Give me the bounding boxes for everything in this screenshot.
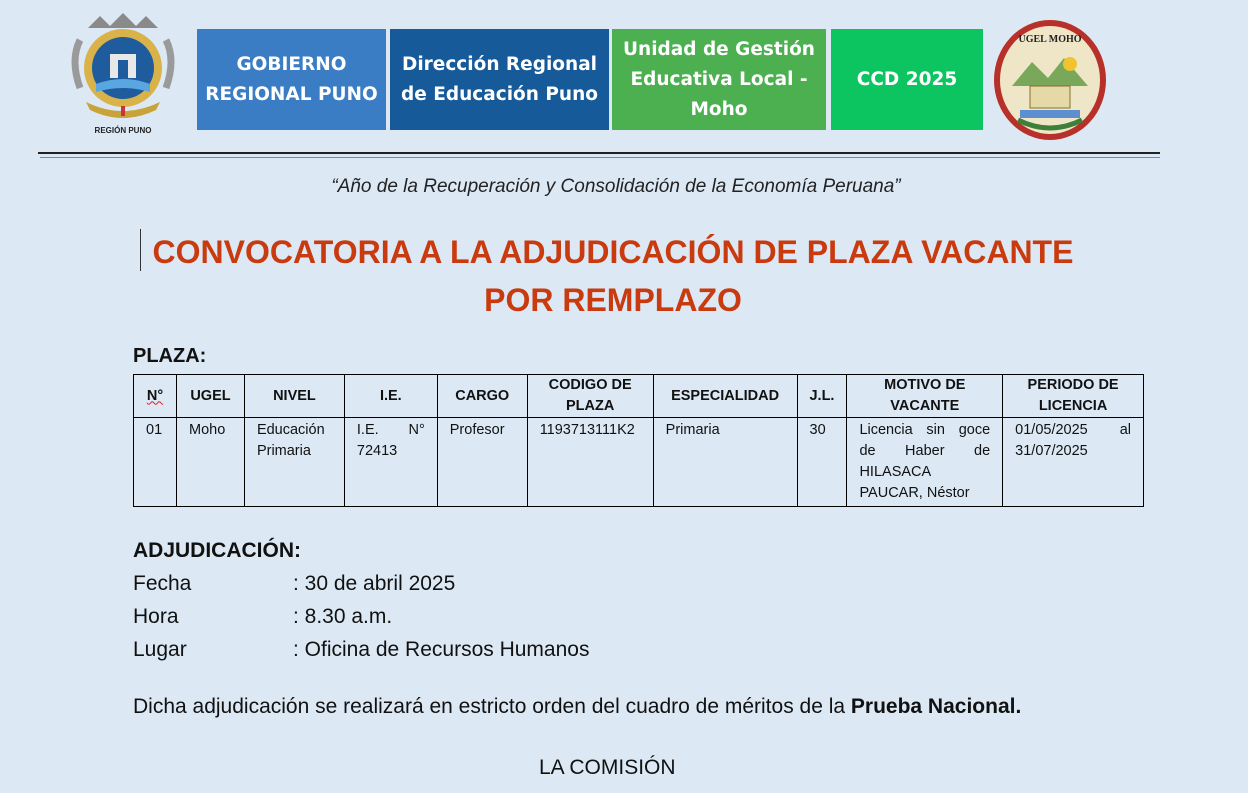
- plaza-table: [133, 374, 1144, 507]
- cell-ie: I.E. N° 72413: [344, 418, 437, 507]
- header-rule-thin: [40, 157, 1160, 158]
- cell-motivo: Licencia sin goce de Haber de HILASACA PAUCAR, Néstor: [847, 418, 1003, 507]
- lugar-value: : Oficina de Recursos Humanos: [293, 638, 590, 661]
- header-box-gobierno-regional: GOBIERNO REGIONAL PUNO: [197, 29, 386, 130]
- header-box-ugel: Unidad de Gestión Educativa Local - Moho: [612, 29, 826, 130]
- table-header-row: [134, 375, 1144, 418]
- cell-num: 01: [134, 418, 177, 507]
- cell-periodo: 01/05/2025 al 31/07/2025: [1003, 418, 1144, 507]
- paragraph-bold: Prueba Nacional.: [850, 695, 1022, 718]
- header-periodo: PERIODO DE LICENCIA: [1003, 375, 1144, 418]
- header-ie: I.E.: [344, 375, 437, 418]
- header-jl: J.L.: [797, 375, 847, 418]
- logo-left-caption: REGIÓN PUNO: [94, 126, 152, 135]
- fecha-value: : 30 de abril 2025: [293, 572, 456, 595]
- hora-value: : 8.30 a.m.: [293, 605, 393, 628]
- header-motivo: MOTIVO DE VACANTE: [847, 375, 1003, 418]
- ugel-moho-logo: [990, 18, 1110, 144]
- cell-codigo: 1193713111K2: [527, 418, 653, 507]
- header-num: N°: [134, 375, 177, 418]
- logo-right-caption: UGEL MOHO: [1018, 34, 1082, 45]
- closing-paragraph: [133, 690, 1095, 723]
- signature: LA COMISIÓN: [539, 756, 676, 779]
- cell-nivel: Educación Primaria: [244, 418, 344, 507]
- year-motto: “Año de la Recuperación y Consolidación de la Economía Peruana”: [331, 176, 901, 197]
- cell-cargo: Profesor: [437, 418, 527, 507]
- hora-label: Hora: [133, 605, 179, 628]
- header-codigo: CODIGO DE PLAZA: [527, 375, 653, 418]
- cell-especialidad: Primaria: [653, 418, 797, 507]
- plaza-label: PLAZA:: [133, 345, 207, 367]
- adjudicacion-title: ADJUDICACIÓN:: [133, 539, 301, 562]
- document-title: CONVOCATORIA A LA ADJUDICACIÓN DE PLAZA VACANTE POR REMPLAZO: [152, 234, 1074, 318]
- header-nivel: NIVEL: [244, 375, 344, 418]
- header-especialidad: ESPECIALIDAD: [653, 375, 797, 418]
- table-row: [134, 418, 1144, 507]
- header-rule: [38, 152, 1160, 154]
- paragraph-text: Dicha adjudicación se realizará en estricto orden del cuadro de méritos de la: [133, 695, 851, 718]
- lugar-label: Lugar: [133, 638, 187, 661]
- header-cargo: CARGO: [437, 375, 527, 418]
- header-ugel: UGEL: [176, 375, 244, 418]
- fecha-label: Fecha: [133, 572, 192, 595]
- header-box-ccd: CCD 2025: [831, 29, 983, 130]
- cell-jl: 30: [797, 418, 847, 507]
- header-box-direccion-regional: Dirección Regional de Educación Puno: [390, 29, 609, 130]
- cell-ugel: Moho: [176, 418, 244, 507]
- region-puno-logo: [66, 10, 180, 136]
